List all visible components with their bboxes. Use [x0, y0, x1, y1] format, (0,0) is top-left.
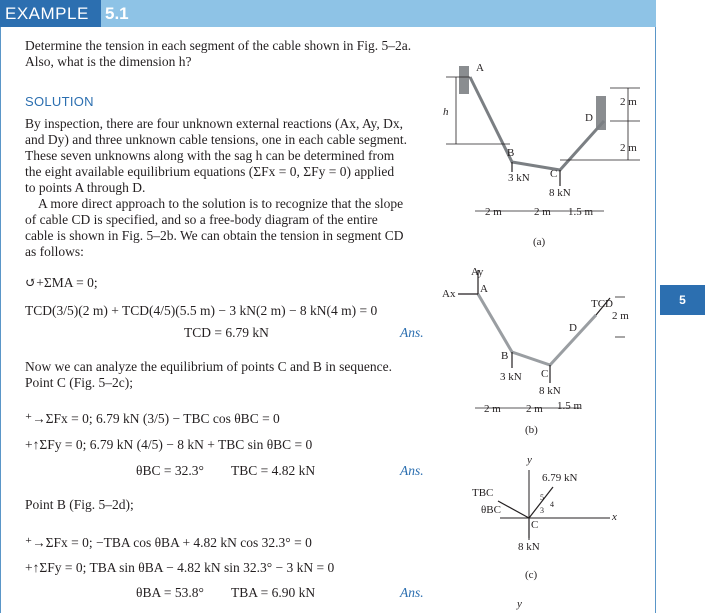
para1-line-5: to points A through D.: [25, 180, 146, 195]
eq-tcd-result: TCD = 6.79 kN: [184, 325, 269, 340]
figure-a: [446, 66, 640, 211]
answer-tag-3: Ans.: [400, 585, 424, 600]
fig-a-label-C: C: [550, 168, 558, 180]
fig-a-label-D: D: [585, 112, 593, 124]
fig-a-2m-2: 2 m: [620, 142, 637, 154]
fig-b-caption: (b): [525, 424, 538, 436]
problem-line-1: Determine the tension in each segment of the cable shown in Fig. 5–2a.: [25, 38, 412, 53]
fig-a-1p5m: 1.5 m: [568, 206, 594, 218]
eq-tba: TBA = 6.90 kN: [231, 585, 316, 600]
fig-b-1p5m: 1.5 m: [557, 400, 583, 412]
fig-b-8kn: 8 kN: [539, 385, 561, 397]
fig-b-label-C: C: [541, 368, 549, 380]
fig-a-label-h: h: [443, 106, 449, 118]
eq-theta-ba: θBA = 53.8°: [136, 585, 204, 600]
eq-moment-expanded: TCD(3/5)(2 m) + TCD(4/5)(5.5 m) − 3 kN(2 m) − 8 kN(4 m) = 0: [25, 303, 378, 318]
problem-line-2: Also, what is the dimension h?: [25, 54, 192, 69]
fig-b-2m-2: 2 m: [526, 403, 543, 415]
eq-c-fx: ⁺→ΣFx = 0; 6.79 kN (3/5) − TBC cos θBC = 0: [25, 411, 280, 426]
fig-c-label-C: C: [531, 519, 539, 531]
wall-a: [459, 66, 469, 94]
para1-line-1: By inspection, there are four unknown external reactions (Ax, Ay, Dx,: [25, 116, 404, 131]
fig-a-2m-3: 2 m: [485, 206, 502, 218]
example-number: 5.1: [105, 4, 129, 23]
fig-c-tbc: TBC: [472, 487, 494, 499]
fig-c-y: y: [527, 454, 532, 466]
fig-a-3kn: 3 kN: [508, 172, 530, 184]
fig-c-four: 4: [550, 500, 554, 509]
fig-c-theta: θBC: [481, 504, 501, 516]
fig-b-label-B: B: [501, 350, 509, 362]
eq-b-fy: +↑ΣFy = 0; TBA sin θBA − 4.82 kN sin 32.3° − 3 kN = 0: [25, 560, 335, 575]
fig-c-8kn: 8 kN: [518, 541, 540, 553]
solution-heading: SOLUTION: [25, 94, 94, 109]
para1-line-3: These seven unknowns along with the sag h can be determined from: [25, 148, 395, 163]
fig-b-tcd: TCD: [591, 298, 613, 310]
eq-theta-bc: θBC = 32.3°: [136, 463, 204, 478]
fig-a-2m-4: 2 m: [534, 206, 551, 218]
chapter-tab[interactable]: 5: [660, 285, 705, 315]
fig-a-2m-1: 2 m: [620, 96, 637, 108]
eq-moment: ↺+ΣMA = 0;: [25, 275, 98, 290]
point-b-heading: Point B (Fig. 5–2d);: [25, 497, 134, 512]
para2-line-1: A more direct approach to the solution is to recognize that the slope: [38, 196, 404, 211]
fig-c-x: x: [612, 511, 617, 523]
fig-d-y: y: [517, 598, 522, 610]
fig-c-three: 3: [540, 506, 544, 515]
fig-c-679kn: 6.79 kN: [542, 472, 578, 484]
fig-a-caption: (a): [533, 236, 546, 248]
para1-line-4: the eight available equilibrium equations (ΣFx = 0, ΣFy = 0) applied: [25, 164, 395, 179]
answer-tag-1: Ans.: [400, 325, 424, 340]
fig-b-ay: Ay: [471, 266, 484, 278]
answer-tag-2: Ans.: [400, 463, 424, 478]
para2-line-2: of cable CD is specified, and so a free-body diagram of the entire: [25, 212, 378, 227]
fig-a-label-A: A: [476, 62, 484, 74]
para3-line-2: Point C (Fig. 5–2c);: [25, 375, 134, 390]
fig-c-caption: (c): [525, 569, 538, 581]
fig-a-label-B: B: [507, 147, 515, 159]
eq-c-fy: +↑ΣFy = 0; 6.79 kN (4/5) − 8 kN + TBC sin θBC = 0: [25, 437, 313, 452]
fig-b-ax: Ax: [442, 288, 456, 300]
cable-a: [470, 77, 604, 170]
fig-a-8kn: 8 kN: [549, 187, 571, 199]
eq-b-fx: ⁺→ΣFx = 0; −TBA cos θBA + 4.82 kN cos 32.3° = 0: [25, 535, 312, 550]
example-label: EXAMPLE: [0, 0, 101, 27]
tbc-arrow: [498, 501, 529, 518]
fig-b-label-A: A: [480, 283, 488, 295]
para2-line-3: cable is shown in Fig. 5–2b. We can obtain the tension in segment CD: [25, 228, 404, 243]
fig-b-3kn: 3 kN: [500, 371, 522, 383]
para2-line-4: as follows:: [25, 244, 84, 259]
fig-c-five: 5: [540, 493, 544, 502]
para3-line-1: Now we can analyze the equilibrium of points C and B in sequence.: [25, 359, 393, 374]
eq-tbc: TBC = 4.82 kN: [231, 463, 316, 478]
fig-b-label-D: D: [569, 322, 577, 334]
fig-b-2m: 2 m: [612, 310, 629, 322]
fig-b-2m-1: 2 m: [484, 403, 501, 415]
cable-b: [478, 294, 596, 365]
para1-line-2: and Dy) and three unknown cable tensions, one in each cable segment.: [25, 132, 407, 147]
